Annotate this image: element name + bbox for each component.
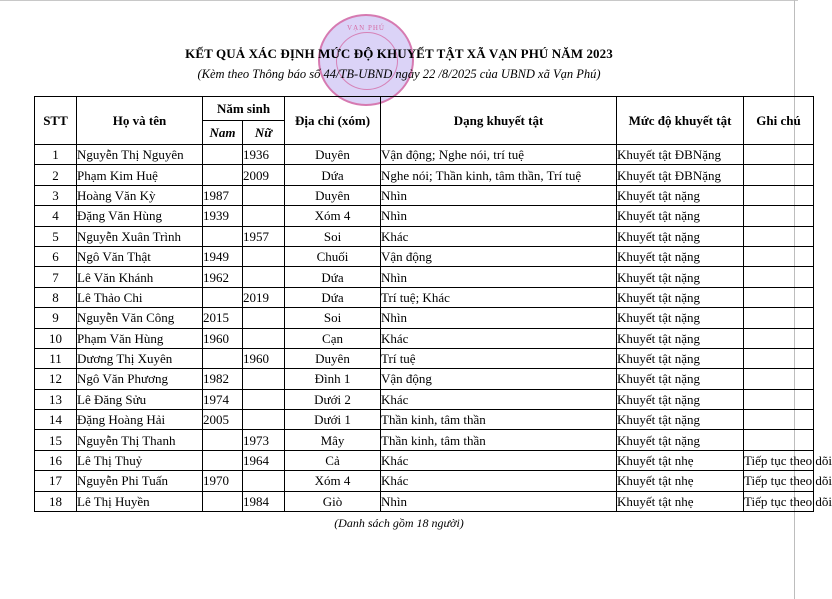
cell-stt: 12 — [35, 369, 77, 389]
cell-name: Nguyễn Phi Tuấn — [77, 471, 203, 491]
cell-disability-level: Khuyết tật nặng — [617, 185, 744, 205]
cell-disability-type: Nhìn — [381, 267, 617, 287]
cell-stt: 1 — [35, 145, 77, 165]
table-row — [35, 348, 814, 368]
cell-disability-level: Khuyết tật nhẹ — [617, 491, 744, 511]
cell-stt: 18 — [35, 491, 77, 511]
table-row — [35, 450, 814, 470]
cell-stt: 10 — [35, 328, 77, 348]
cell-disability-level: Khuyết tật nặng — [617, 206, 744, 226]
cell-birth-year-male — [203, 491, 243, 511]
cell-birth-year-male — [203, 348, 243, 368]
table-row — [35, 328, 814, 348]
table-row — [35, 430, 814, 450]
cell-disability-type: Khác — [381, 389, 617, 409]
cell-name: Ngô Văn Phương — [77, 369, 203, 389]
cell-birth-year-male: 1960 — [203, 328, 243, 348]
cell-stt: 17 — [35, 471, 77, 491]
header-stt: STT — [35, 97, 77, 145]
cell-birth-year-male: 2015 — [203, 308, 243, 328]
document-title: KẾT QUẢ XÁC ĐỊNH MỨC ĐỘ KHUYẾT TẬT XÃ VẠN PHÚ NĂM 2023 — [185, 46, 613, 61]
cell-address: Giò — [285, 491, 381, 511]
table-row — [35, 185, 814, 205]
cell-name: Lê Thị Thuỷ — [77, 450, 203, 470]
cell-birth-year-female — [243, 389, 285, 409]
cell-address: Dứa — [285, 165, 381, 185]
cell-birth-year-male: 1987 — [203, 185, 243, 205]
cell-disability-type: Khác — [381, 226, 617, 246]
cell-name: Nguyễn Thị Thanh — [77, 430, 203, 450]
cell-name: Đặng Hoàng Hải — [77, 410, 203, 430]
cell-stt: 2 — [35, 165, 77, 185]
cell-address: Duyên — [285, 145, 381, 165]
header-disability-level: Mức độ khuyết tật — [617, 97, 744, 145]
cell-note: Tiếp tục theo dõi — [744, 491, 814, 511]
cell-note — [744, 348, 814, 368]
cell-birth-year-male: 1939 — [203, 206, 243, 226]
cell-stt: 8 — [35, 287, 77, 307]
cell-disability-level: Khuyết tật nặng — [617, 389, 744, 409]
cell-stt: 13 — [35, 389, 77, 409]
cell-address: Dưới 2 — [285, 389, 381, 409]
cell-disability-level: Khuyết tật nặng — [617, 267, 744, 287]
cell-birth-year-male: 1970 — [203, 471, 243, 491]
cell-stt: 5 — [35, 226, 77, 246]
cell-name: Lê Đăng Sửu — [77, 389, 203, 409]
cell-birth-year-female: 1964 — [243, 450, 285, 470]
cell-disability-type: Thần kinh, tâm thần — [381, 430, 617, 450]
cell-address: Cả — [285, 450, 381, 470]
cell-note: Tiếp tục theo dõi — [744, 471, 814, 491]
disability-table — [34, 96, 832, 512]
cell-disability-level: Khuyết tật nhẹ — [617, 450, 744, 470]
header-female: Nữ — [243, 121, 285, 145]
cell-note — [744, 389, 814, 409]
cell-name: Lê Văn Khánh — [77, 267, 203, 287]
cell-disability-level: Khuyết tật nặng — [617, 430, 744, 450]
cell-birth-year-female — [243, 308, 285, 328]
header-disability-type: Dạng khuyết tật — [381, 97, 617, 145]
cell-note — [744, 206, 814, 226]
cell-address: Mây — [285, 430, 381, 450]
cell-disability-type: Nhìn — [381, 308, 617, 328]
cell-disability-type: Trí tuệ — [381, 348, 617, 368]
cell-note — [744, 185, 814, 205]
cell-disability-type: Nhìn — [381, 491, 617, 511]
table-row — [35, 206, 814, 226]
cell-birth-year-male — [203, 287, 243, 307]
cell-birth-year-male: 1982 — [203, 369, 243, 389]
cell-address: Duyên — [285, 185, 381, 205]
cell-birth-year-male — [203, 145, 243, 165]
cell-name: Lê Thảo Chi — [77, 287, 203, 307]
cell-birth-year-female: 1984 — [243, 491, 285, 511]
cell-name: Hoàng Văn Kỳ — [77, 185, 203, 205]
cell-address: Dứa — [285, 287, 381, 307]
cell-address: Xóm 4 — [285, 206, 381, 226]
cell-note — [744, 410, 814, 430]
table-row — [35, 145, 814, 165]
seal-lettering: VẠN PHÚ — [347, 24, 385, 32]
cell-name: Nguyễn Văn Công — [77, 308, 203, 328]
table-row — [35, 226, 814, 246]
cell-address: Xóm 4 — [285, 471, 381, 491]
cell-birth-year-female: 1957 — [243, 226, 285, 246]
table-row — [35, 491, 814, 511]
cell-disability-level: Khuyết tật nặng — [617, 369, 744, 389]
cell-birth-year-male: 1949 — [203, 246, 243, 266]
cell-address: Đình 1 — [285, 369, 381, 389]
cell-disability-level: Khuyết tật ĐBNặng — [617, 145, 744, 165]
cell-note — [744, 430, 814, 450]
cell-birth-year-female — [243, 369, 285, 389]
cell-disability-type: Vận động — [381, 246, 617, 266]
table-row — [35, 287, 814, 307]
cell-birth-year-male: 1974 — [203, 389, 243, 409]
cell-disability-type: Nhìn — [381, 185, 617, 205]
table-row — [35, 246, 814, 266]
table-row — [35, 165, 814, 185]
cell-disability-type: Trí tuệ; Khác — [381, 287, 617, 307]
cell-note — [744, 165, 814, 185]
cell-disability-level: Khuyết tật nặng — [617, 308, 744, 328]
cell-note — [744, 369, 814, 389]
cell-disability-level: Khuyết tật nặng — [617, 328, 744, 348]
cell-disability-level: Khuyết tật ĐBNặng — [617, 165, 744, 185]
cell-address: Dứa — [285, 267, 381, 287]
document-footer: (Danh sách gồm 18 người) — [334, 516, 464, 530]
cell-birth-year-female: 1973 — [243, 430, 285, 450]
cell-note — [744, 287, 814, 307]
table-row — [35, 389, 814, 409]
cell-birth-year-female — [243, 206, 285, 226]
cell-address: Chuối — [285, 246, 381, 266]
cell-disability-level: Khuyết tật nặng — [617, 246, 744, 266]
cell-name: Phạm Văn Hùng — [77, 328, 203, 348]
document-subtitle: (Kèm theo Thông báo số 44/TB-UBND ngày 22 /8/2025 của UBND xã Vạn Phú) — [197, 67, 601, 81]
table-row — [35, 471, 814, 491]
cell-name: Dương Thị Xuyên — [77, 348, 203, 368]
cell-stt: 4 — [35, 206, 77, 226]
cell-address: Soi — [285, 226, 381, 246]
cell-stt: 3 — [35, 185, 77, 205]
cell-stt: 6 — [35, 246, 77, 266]
cell-birth-year-female — [243, 471, 285, 491]
cell-birth-year-female — [243, 185, 285, 205]
cell-birth-year-female: 2009 — [243, 165, 285, 185]
cell-address: Cạn — [285, 328, 381, 348]
cell-note: Tiếp tục theo dõi — [744, 450, 814, 470]
cell-birth-year-female: 2019 — [243, 287, 285, 307]
cell-disability-level: Khuyết tật nhẹ — [617, 471, 744, 491]
cell-birth-year-female — [243, 328, 285, 348]
table-row — [35, 369, 814, 389]
cell-disability-level: Khuyết tật nặng — [617, 348, 744, 368]
cell-stt: 14 — [35, 410, 77, 430]
cell-stt: 9 — [35, 308, 77, 328]
table-row — [35, 308, 814, 328]
cell-disability-type: Khác — [381, 328, 617, 348]
cell-disability-type: Nhìn — [381, 206, 617, 226]
cell-name: Lê Thị Huyền — [77, 491, 203, 511]
cell-birth-year-female — [243, 246, 285, 266]
cell-note — [744, 308, 814, 328]
cell-birth-year-female — [243, 267, 285, 287]
cell-note — [744, 226, 814, 246]
header-male: Nam — [203, 121, 243, 145]
cell-birth-year-male — [203, 450, 243, 470]
cell-stt: 7 — [35, 267, 77, 287]
cell-birth-year-male — [203, 226, 243, 246]
table-row — [35, 410, 814, 430]
cell-disability-type: Thần kinh, tâm thần — [381, 410, 617, 430]
cell-disability-type: Khác — [381, 450, 617, 470]
cell-birth-year-male: 2005 — [203, 410, 243, 430]
cell-address: Duyên — [285, 348, 381, 368]
cell-note — [744, 328, 814, 348]
cell-disability-type: Vận động — [381, 369, 617, 389]
top-border — [0, 0, 798, 1]
cell-birth-year-male: 1962 — [203, 267, 243, 287]
cell-name: Nguyễn Xuân Trình — [77, 226, 203, 246]
cell-disability-level: Khuyết tật nặng — [617, 410, 744, 430]
cell-birth-year-male — [203, 165, 243, 185]
cell-name: Phạm Kim Huệ — [77, 165, 203, 185]
header-note: Ghi chú — [744, 97, 814, 145]
cell-disability-type: Khác — [381, 471, 617, 491]
cell-disability-type: Nghe nói; Thần kinh, tâm thần, Trí tuệ — [381, 165, 617, 185]
cell-address: Dưới 1 — [285, 410, 381, 430]
cell-note — [744, 267, 814, 287]
cell-note — [744, 246, 814, 266]
cell-disability-level: Khuyết tật nặng — [617, 287, 744, 307]
header-name: Họ và tên — [77, 97, 203, 145]
table-row — [35, 267, 814, 287]
table-body — [35, 145, 832, 512]
cell-name: Đặng Văn Hùng — [77, 206, 203, 226]
cell-address: Soi — [285, 308, 381, 328]
cell-birth-year-female: 1936 — [243, 145, 285, 165]
cell-birth-year-female: 1960 — [243, 348, 285, 368]
cell-stt: 15 — [35, 430, 77, 450]
cell-stt: 11 — [35, 348, 77, 368]
cell-stt: 16 — [35, 450, 77, 470]
cell-name: Nguyễn Thị Nguyên — [77, 145, 203, 165]
header-birth-year: Năm sinh — [203, 97, 285, 121]
cell-note — [744, 145, 814, 165]
cell-birth-year-female — [243, 410, 285, 430]
cell-disability-level: Khuyết tật nặng — [617, 226, 744, 246]
cell-name: Ngô Văn Thật — [77, 246, 203, 266]
cell-disability-type: Vận động; Nghe nói, trí tuệ — [381, 145, 617, 165]
cell-birth-year-male — [203, 430, 243, 450]
header-address: Địa chỉ (xóm) — [285, 97, 381, 145]
